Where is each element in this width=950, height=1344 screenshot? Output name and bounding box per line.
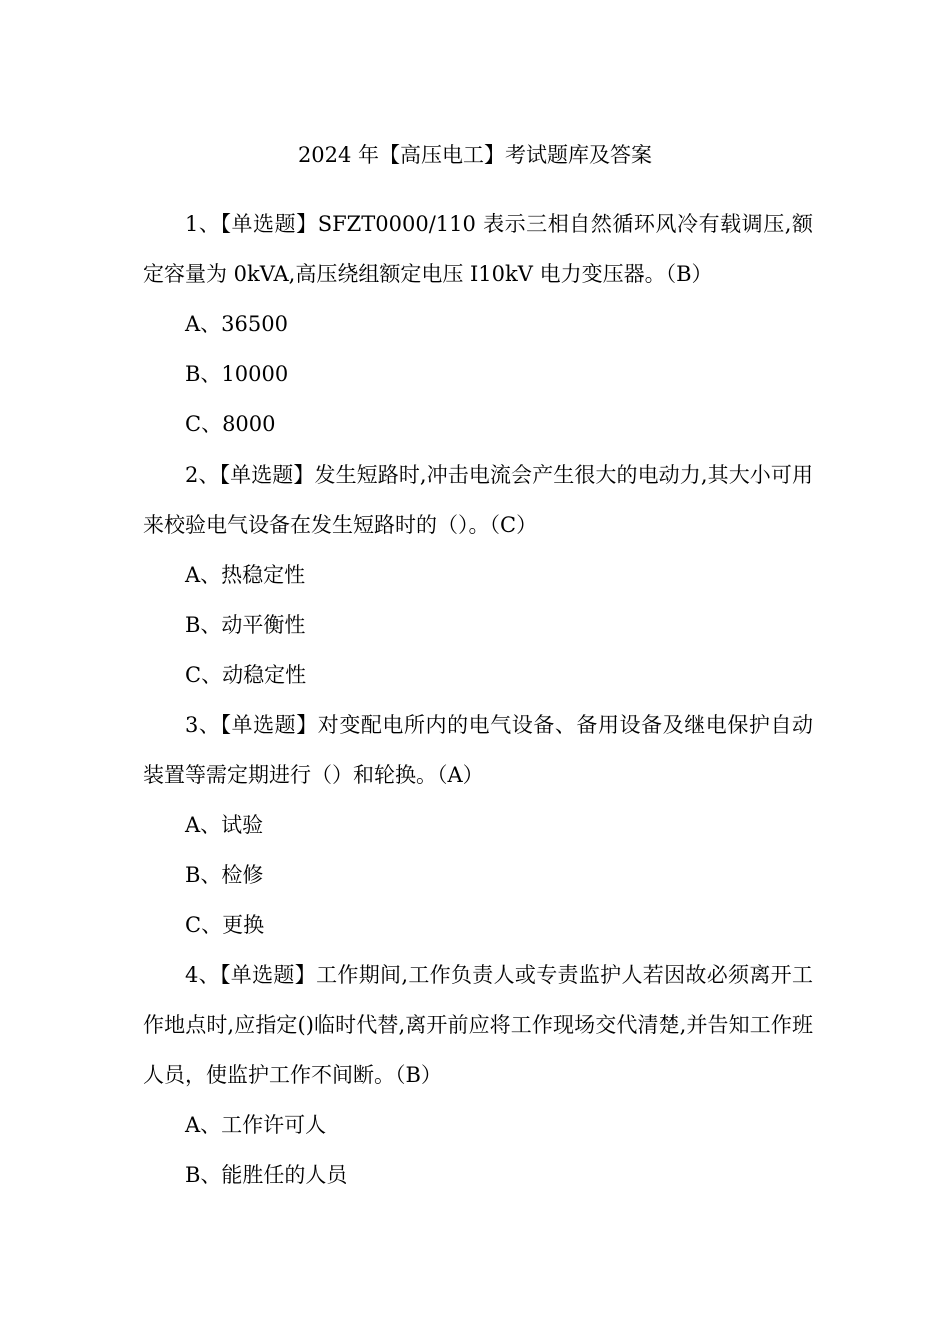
option-a: A、36500 bbox=[185, 312, 288, 336]
question-1 bbox=[143, 199, 813, 449]
question-text: 2、【单选题】发生短路时,冲击电流会产生很大的电动力,其大小可用来校验电气设备在发生短路时的（）。（C） bbox=[143, 463, 813, 537]
option-a: A、热稳定性 bbox=[185, 563, 306, 587]
option-b: B、动平衡性 bbox=[185, 613, 306, 637]
question-text: 4、【单选题】工作期间,工作负责人或专责监护人若因故必须离开工作地点时,应指定()临时代替,离开前应将工作现场交代清楚,并告知工作班人员，使监护工作不间断。（B） bbox=[143, 963, 813, 1087]
question-text: 3、【单选题】对变配电所内的电气设备、备用设备及继电保护自动装置等需定期进行（）和轮换。（A） bbox=[143, 713, 813, 787]
option-a: A、工作许可人 bbox=[185, 1113, 327, 1137]
question-4 bbox=[143, 950, 813, 1200]
question-3 bbox=[143, 700, 813, 950]
option-c: C、动稳定性 bbox=[185, 663, 307, 687]
option-a: A、试验 bbox=[185, 813, 264, 837]
question-text: 1、【单选题】SFZT0000/110 表示三相自然循环风冷有载调压,额定容量为 0kVA,高压绕组额定电压 I10kV 电力变压器。（B） bbox=[143, 212, 813, 286]
option-b: B、检修 bbox=[185, 863, 264, 887]
document-title: 2024 年【高压电工】考试题库及答案 bbox=[297, 143, 653, 167]
option-c: C、更换 bbox=[185, 913, 265, 937]
question-2 bbox=[143, 450, 813, 700]
option-b: B、能胜任的人员 bbox=[185, 1163, 348, 1187]
option-b: B、10000 bbox=[185, 362, 289, 386]
option-c: C、8000 bbox=[185, 412, 276, 436]
